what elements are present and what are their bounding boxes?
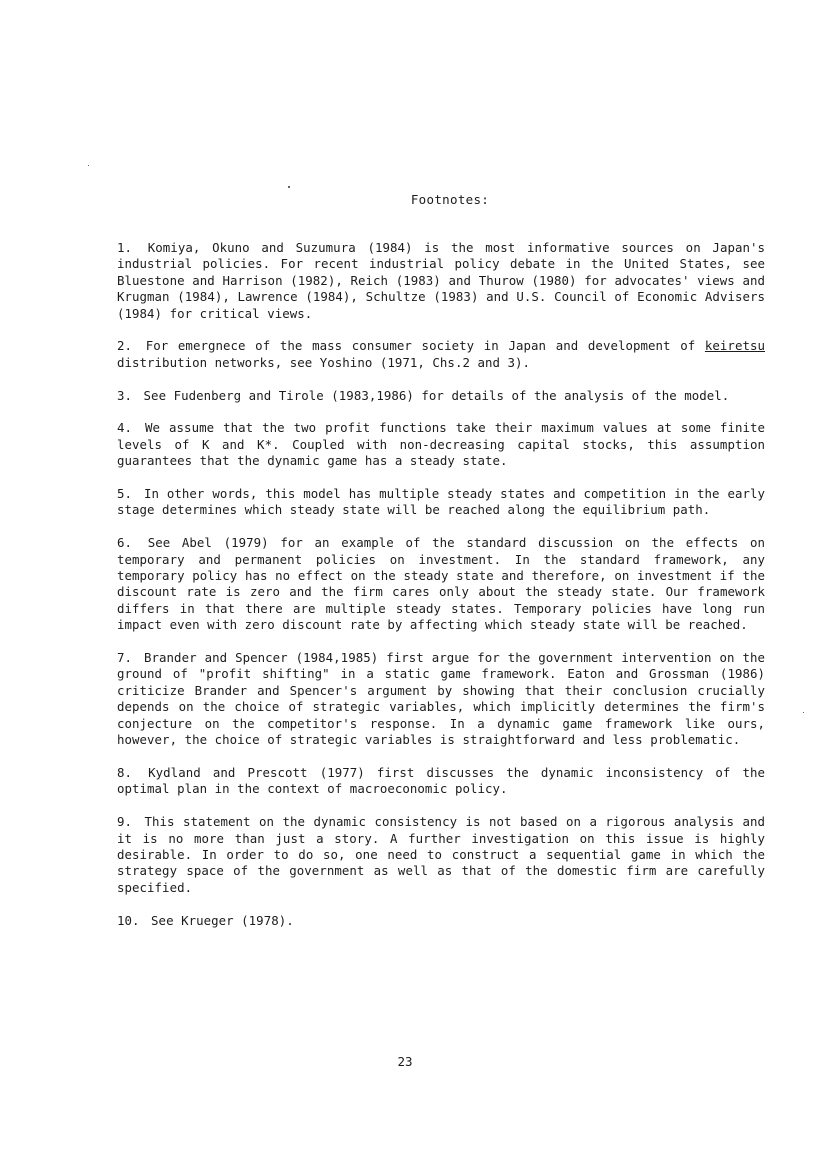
footnote-10 (117, 913, 765, 929)
footnote-text: We assume that the two profit functions take their maximum values at some finite levels of K and K*. Coupled with non-decreasing capital stocks, this assumption guarantees that the dynamic game has a steady state. (117, 420, 765, 469)
footnote-number: 9. (117, 814, 133, 830)
footnote-number: 7. (117, 650, 133, 666)
footnotes-heading: Footnotes: (410, 192, 490, 207)
footnote-1 (117, 240, 765, 322)
footnote-number: 6. (117, 535, 133, 551)
footnote-number: 4. (117, 420, 133, 436)
footnote-number: 1. (117, 240, 133, 255)
footnote-2 (117, 338, 765, 371)
footnote-text: Komiya, Okuno and Suzumura (1984) is the most informative sources on Japan's industrial policies. For recent industrial policy debate in the United States, see Bluestone and Harrison (1982), Reich (1983) and Thurow (1980) for advocates' views and Krugman (1984), Lawrence (1984), Schultze (1983) and U.S. Council of Economic Advisers (1984) for critical views. (117, 240, 766, 321)
footnote-number: 3. (117, 387, 133, 403)
footnote-text: See Abel (1979) for an example of the standard discussion on the effects on temporary and permanent policies on investment. In the standard framework, any temporary policy has no effect on the steady state and therefore, on investment if the discount rate is zero and the firm cares only about the steady state. Our framework differs in that there are multiple steady states. Temporary policies have long run impact even with zero discount rate by affecting which steady state will be reached. (117, 535, 765, 633)
footnote-text: distribution networks, see Yoshino (1971, Chs.2 and 3). (117, 354, 531, 370)
footnote-number: 10. (117, 912, 140, 928)
footnote-text: In other words, this model has multiple steady states and competition in the early stage determines which steady state will be reached along the equilibrium path. (117, 486, 765, 518)
footnote-underlined-term: keiretsu (704, 338, 765, 354)
footnote-text: See Krueger (1978). (151, 912, 294, 928)
footnote-number: 5. (117, 486, 133, 502)
footnote-text: See Fudenberg and Tirole (1983,1986) for details of the analysis of the model. (143, 387, 730, 403)
footnotes-list (117, 240, 765, 945)
footnote-9 (117, 814, 765, 896)
footnote-text: This statement on the dynamic consistency is not based on a rigorous analysis and it is no more than just a story. A further investigation on this issue is highly desirable. In order to do so, one need to construct a sequential game in which the strategy space of the government as well as that of the domestic firm are carefully specified. (117, 814, 765, 895)
footnote-text: Brander and Spencer (1984,1985) first argue for the government intervention on the ground of "profit shifting" in a static game framework. Eaton and Grossman (1986) criticize Brander and Spencer's argument by showing that their conclusion crucially depends on the choice of strategic variables, which implicitly determines the firm's conjecture on the competitor's response. In a dynamic game framework like ours, however, the choice of strategic variables is straightforward and less problematic. (117, 650, 765, 748)
footnote-number: 8. (117, 764, 133, 780)
footnote-text: Kydland and Prescott (1977) first discusses the dynamic inconsistency of the optimal plan in the context of macroeconomic policy. (117, 764, 765, 797)
scan-speck (88, 165, 89, 166)
footnote-5 (117, 486, 765, 519)
scan-speck (288, 186, 290, 188)
footnote-7 (117, 650, 765, 748)
page-number: 23 (397, 1054, 413, 1069)
footnote-number: 2. (117, 338, 133, 354)
footnote-text: For emergnece of the mass consumer society in Japan and development of (145, 338, 705, 354)
scan-speck (803, 712, 804, 713)
footnote-8 (117, 765, 765, 798)
footnote-3 (117, 388, 765, 404)
footnote-4 (117, 420, 765, 469)
footnote-6 (117, 535, 765, 633)
